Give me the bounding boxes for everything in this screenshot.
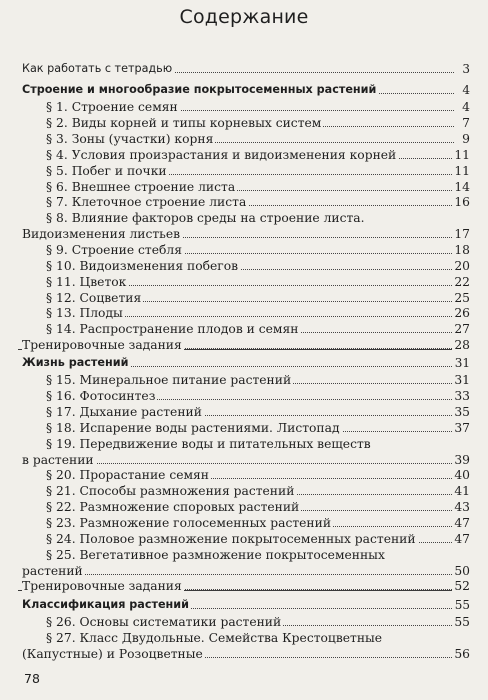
toc-entry-page: 40 (454, 468, 470, 483)
toc-entry-label: § 24. Половое размножение покрытосеменных растений (46, 531, 416, 546)
toc-entry (22, 578, 470, 594)
section-heading (22, 82, 470, 98)
toc-entry-page: 4 (462, 83, 470, 97)
toc-entry (46, 630, 470, 646)
toc-entry (46, 515, 470, 531)
toc-entry-page: 43 (454, 500, 470, 515)
toc-entry-page: 47 (454, 516, 470, 530)
toc-entry-page: 50 (454, 563, 470, 578)
toc-entry (46, 372, 470, 388)
toc-entry-page: 14 (454, 179, 470, 194)
toc-entry-label: § 10. Видоизменения побегов (46, 258, 239, 273)
toc-entry (46, 321, 470, 337)
toc-entry-label: в растении (22, 452, 94, 467)
toc-entry-label: Видоизменения листьев (22, 227, 181, 242)
toc-entry-continuation (22, 452, 470, 468)
toc-entry-label: § 3. Зоны (участки) корня (46, 132, 214, 147)
toc-entry (46, 115, 470, 131)
toc-entry (46, 99, 470, 115)
toc-entry-page: 41 (454, 484, 470, 499)
toc-entry-page: 33 (454, 389, 470, 404)
section-heading (22, 355, 470, 371)
toc-entry-page: 28 (454, 338, 470, 353)
toc-entry-continuation (22, 646, 470, 662)
toc-entry-continuation (22, 563, 470, 579)
toc-entry (46, 483, 470, 499)
toc-entry-label: § 16. Фотосинтез (46, 389, 156, 404)
toc-entry (46, 290, 470, 306)
toc-entry-page: 17 (454, 227, 470, 242)
toc-entry (46, 436, 470, 452)
toc-entry-label: § 25. Вегетативное размножение покрытосеменных (46, 547, 385, 562)
toc-entry (46, 404, 470, 420)
toc-entry-page: 3 (462, 62, 470, 76)
toc-entry-page: 39 (454, 452, 470, 467)
toc-entry-label: Тренировочные задания (22, 338, 182, 353)
toc-entry-label: растений (22, 563, 83, 578)
toc-entry (46, 131, 470, 147)
toc-entry-label: (Капустные) и Розоцветные (22, 647, 203, 662)
toc-entry-label: § 20. Прорастание семян (46, 468, 210, 483)
toc-entry-page: 35 (454, 405, 470, 420)
toc-entry-page: 56 (454, 647, 470, 662)
toc-entry-label: Строение и многообразие покрытосеменных растений (22, 83, 377, 96)
toc-entry-page: 26 (454, 306, 470, 321)
toc-entry-label: § 21. Способы размножения растений (46, 484, 295, 499)
toc-entry-label: Тренировочные задания (22, 579, 182, 594)
toc-entry (46, 258, 470, 274)
toc-entry (46, 163, 470, 179)
toc-entry-label: § 27. Класс Двудольные. Семейства Крестоцветные (46, 631, 383, 646)
toc-entry-label: Жизнь растений (22, 356, 129, 369)
toc-entry (46, 274, 470, 290)
toc-entry-label: § 17. Дыхание растений (46, 405, 202, 420)
toc-entry (46, 179, 470, 195)
toc-entry (46, 547, 470, 563)
toc-entry-page: 27 (454, 322, 470, 337)
toc-entry-page: 22 (454, 274, 470, 289)
toc-entry-page: 55 (454, 598, 470, 612)
toc-entry-page: 52 (454, 579, 470, 594)
toc-entry (22, 337, 470, 353)
toc-entry-label: § 6. Внешнее строение листа (46, 179, 236, 194)
toc-entry (46, 420, 470, 436)
toc-entry-label: § 7. Клеточное строение листа (46, 195, 247, 210)
toc-entry-label: § 13. Плоды (46, 306, 123, 321)
toc-entry-continuation (22, 226, 470, 242)
toc-entry (46, 305, 470, 321)
toc-entry (46, 499, 470, 515)
toc-entry-label: Как работать с тетрадью (22, 62, 173, 75)
toc-entry (46, 194, 470, 210)
toc-entry-label: § 9. Строение стебля (46, 243, 182, 257)
page-number: 78 (24, 671, 40, 686)
toc-entry (46, 242, 470, 258)
toc-entry-label: § 8. Влияние факторов среды на строение листа. (46, 211, 365, 226)
toc-entry (46, 531, 470, 547)
toc-entry-label: § 14. Распространение плодов и семян (46, 322, 299, 337)
toc-entry-label: § 18. Испарение воды растениями. Листопад (46, 420, 340, 435)
toc-entry-page: 18 (454, 243, 470, 257)
toc-entry-label: § 26. Основы систематики растений (46, 615, 282, 630)
toc-entry-page: 47 (454, 531, 470, 546)
toc-entry-label: § 12. Соцветия (46, 290, 142, 305)
toc-entry (46, 147, 470, 163)
toc-entry-label: § 22. Размножение споровых растений (46, 500, 300, 515)
toc-entry-label: § 23. Размножение голосеменных растений (46, 516, 332, 530)
toc-entry-label: § 11. Цветок (46, 274, 127, 289)
toc-entry-label: § 15. Минеральное питание растений (46, 373, 292, 388)
toc-entry (46, 467, 470, 483)
page-title: Содержание (179, 6, 309, 28)
toc-entry-page: 55 (454, 615, 470, 630)
toc-entry (46, 210, 470, 226)
toc-entry-label: § 1. Строение семян (46, 100, 178, 115)
toc-entry (46, 388, 470, 404)
toc-entry-page: 9 (462, 132, 470, 147)
toc-entry-page: 7 (462, 116, 470, 131)
toc-intro (22, 61, 470, 77)
toc-entry-page: 4 (462, 100, 470, 115)
toc-entry-label: § 5. Побег и почки (46, 163, 167, 178)
dot-leader (22, 574, 454, 575)
toc-entry-label: § 4. Условия произрастания и видоизменения корней (46, 147, 397, 162)
toc-entry-page: 31 (454, 356, 470, 370)
toc-entry-page: 11 (454, 147, 470, 162)
toc-entry-page: 31 (454, 373, 470, 388)
toc-entry-page: 37 (454, 420, 470, 435)
toc-entry-page: 20 (454, 258, 470, 273)
toc-entry-label: Классификация растений (22, 598, 189, 611)
toc-entry-page: 16 (454, 195, 470, 210)
toc-entry-page: 25 (454, 290, 470, 305)
section-heading (22, 597, 470, 613)
toc-entry (46, 614, 470, 630)
toc-entry-page: 11 (454, 163, 470, 178)
toc-entry-label: § 19. Передвижение воды и питательных веществ (46, 436, 371, 451)
toc-entry-label: § 2. Виды корней и типы корневых систем (46, 116, 322, 131)
